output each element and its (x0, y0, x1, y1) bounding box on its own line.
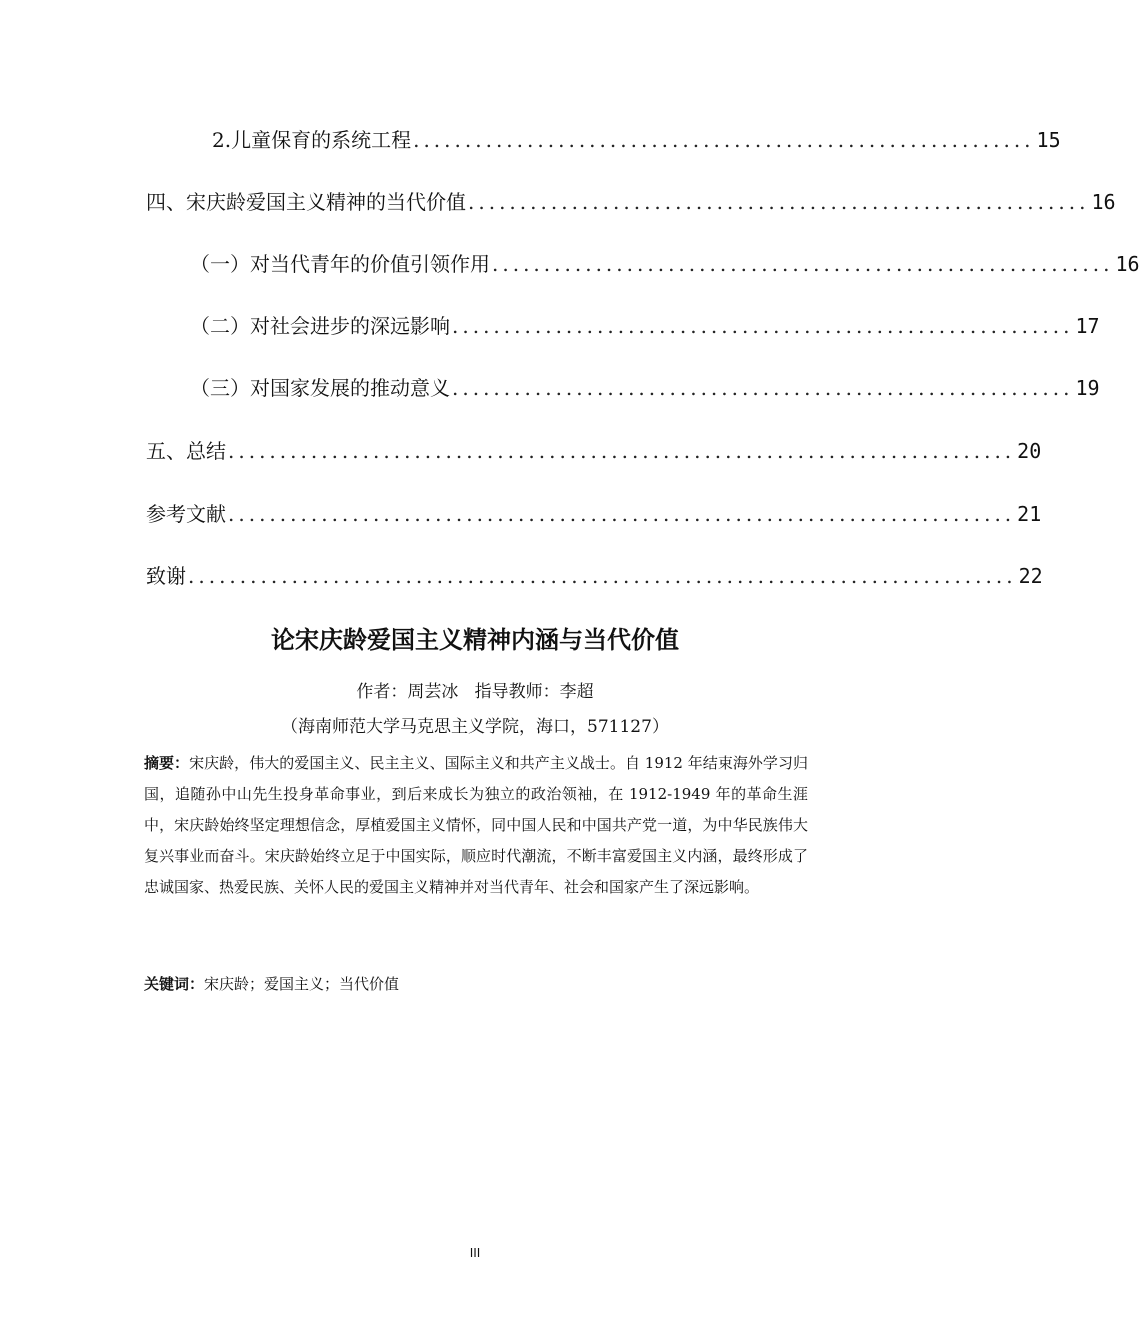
toc-page-number: 21 (1017, 502, 1042, 526)
toc-entry-label: 五、总结 (146, 439, 226, 463)
abstract-label: 摘要： (144, 754, 190, 772)
toc-entry-label: 四、宋庆龄爱国主义精神的当代价值 (146, 190, 466, 214)
affiliation-line: （海南师范大学马克思主义学院，海口，571127） (281, 717, 669, 737)
toc-entry-4-2[interactable] (190, 310, 1100, 342)
toc-page-number: 22 (1018, 564, 1043, 588)
abstract-paragraph (144, 748, 808, 903)
keywords-text: 宋庆龄；爱国主义；当代价值 (204, 975, 400, 993)
toc-entry-4-1[interactable] (190, 248, 1140, 280)
page-number: III (469, 1246, 481, 1260)
toc-entry-4-3[interactable] (190, 372, 1100, 404)
toc-entry-references[interactable] (146, 498, 1042, 530)
toc-leader-dots: ............................................................ (492, 252, 1114, 276)
toc-entry-acknowledgements[interactable] (146, 560, 1043, 592)
toc-page-number: 19 (1075, 376, 1100, 400)
toc-leader-dots: ............................................................................ (228, 439, 1016, 463)
toc-entry-label: （三）对国家发展的推动意义 (190, 376, 450, 400)
toc-entry-label: （二）对社会进步的深远影响 (190, 314, 450, 338)
paper-title: 论宋庆龄爱国主义精神内涵与当代价值 (271, 626, 679, 654)
toc-leader-dots: ................................................................................ (188, 564, 1017, 588)
toc-leader-dots: ............................................................................ (228, 502, 1016, 526)
toc-entry-label: 致谢 (146, 564, 186, 588)
toc-entry-chapter-4[interactable] (146, 186, 1116, 218)
abstract-text: 宋庆龄，伟大的爱国主义、民主主义、国际主义和共产主义战士。自 1912 年结束海外学习归国，追随孙中山先生投身革命事业，到后来成长为独立的政治领袖，在 1912-1949 年的革命生涯中，宋庆龄始终坚定理想信念，厚植爱国主义情怀，同中国人民和中国共产党一道，为中华民族伟大复兴事业而奋斗。宋庆龄始终立足于中国实际，顺应时代潮流，不断丰富爱国主义内涵，最终形成了忠诚国家、热爱民族、关怀人民的爱国主义精神并对当代青年、社会和国家产生了深远影响。 (144, 754, 808, 896)
keywords-line (144, 970, 808, 998)
toc-leader-dots: ............................................................ (452, 376, 1074, 400)
toc-leader-dots: ............................................................ (413, 128, 1035, 152)
toc-page-number: 20 (1017, 439, 1042, 463)
toc-entry-label: 参考文献 (146, 502, 226, 526)
toc-page-number: 16 (1115, 252, 1140, 276)
toc-leader-dots: ............................................................ (468, 190, 1090, 214)
toc-entry-label: （一）对当代青年的价值引领作用 (190, 252, 490, 276)
keywords-label: 关键词： (144, 975, 205, 993)
toc-leader-dots: ............................................................ (452, 314, 1074, 338)
toc-entry-childcare-system[interactable] (212, 124, 1061, 156)
toc-page-number: 16 (1091, 190, 1116, 214)
toc-entry-label: 2.儿童保育的系统工程 (212, 128, 412, 152)
toc-page-number: 15 (1036, 128, 1061, 152)
toc-page-number: 17 (1075, 314, 1100, 338)
author-line: 作者：周芸冰 指导教师：李超 (356, 682, 594, 702)
toc-entry-chapter-5[interactable] (146, 435, 1042, 467)
